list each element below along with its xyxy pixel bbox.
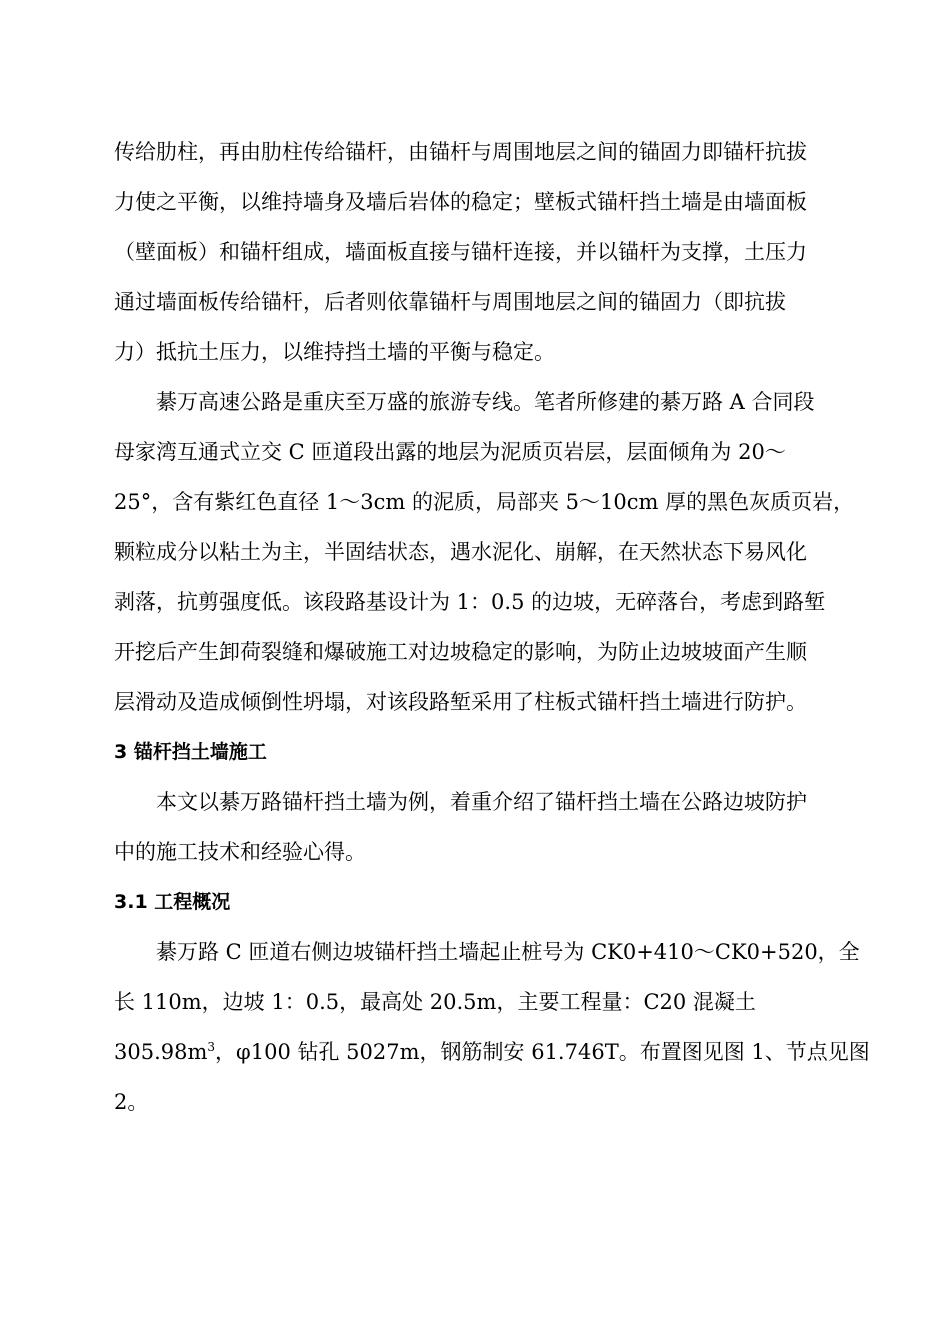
- paragraph-text: ，φ100 钻孔 5027m，钢筋制安 61.746T。布置图见图 1、节点见图: [215, 1040, 870, 1064]
- paragraph-line: 中的施工技术和经验心得。: [114, 840, 366, 864]
- document-page: [114, 127, 870, 1127]
- paragraph-4: [114, 927, 870, 1127]
- paragraph-line: 綦万高速公路是重庆至万盛的旅游专线。笔者所修建的綦万路 A 合同段: [156, 390, 815, 414]
- paragraph-line: 母家湾互通式立交 C 匝道段出露的地层为泥质页岩层，层面倾角为 20～: [114, 440, 786, 464]
- paragraph-line: 通过墙面板传给锚杆，后者则依靠锚杆与周围地层之间的锚固力（即抗拔: [114, 290, 786, 314]
- section-heading-3-1: 3.1 工程概况: [114, 891, 231, 913]
- paragraph-1: [114, 127, 856, 377]
- paragraph-line: 2。: [114, 1090, 149, 1114]
- paragraph-line: 层滑动及造成倾倒性坍塌，对该段路堑采用了柱板式锚杆挡土墙进行防护。: [114, 690, 807, 714]
- paragraph-line: 本文以綦万路锚杆挡土墙为例，着重介绍了锚杆挡土墙在公路边坡防护: [156, 790, 807, 814]
- paragraph-line: 开挖后产生卸荷裂缝和爆破施工对边坡稳定的影响，为防止边坡坡面产生顺: [114, 640, 807, 664]
- paragraph-2: [114, 377, 856, 727]
- paragraph-line: 长 110m，边坡 1：0.5，最高处 20.5m，主要工程量：C20 混凝土: [114, 990, 756, 1014]
- paragraph-line: 剥落，抗剪强度低。该段路基设计为 1：0.5 的边坡，无碎落台，考虑到路堑: [114, 590, 826, 614]
- paragraph-line-with-superscript: [114, 1027, 870, 1077]
- paragraph-line: 颗粒成分以粘土为主，半固结状态，遇水泥化、崩解，在天然状态下易风化: [114, 540, 807, 564]
- paragraph-line: 力使之平衡，以维持墙身及墙后岩体的稳定；壁板式锚杆挡土墙是由墙面板: [114, 190, 807, 214]
- superscript-exponent: 3: [207, 1040, 216, 1054]
- paragraph-3: [114, 777, 856, 877]
- paragraph-line: 25°，含有紫红色直径 1～3cm 的泥质，局部夹 5～10cm 厚的黑色灰质页岩，: [114, 490, 855, 514]
- section-heading-3: 3 锚杆挡土墙施工: [114, 741, 267, 763]
- paragraph-line: 力）抵抗土压力，以维持挡土墙的平衡与稳定。: [114, 340, 555, 364]
- paragraph-line: （壁面板）和锚杆组成，墙面板直接与锚杆连接，并以锚杆为支撑，土压力: [114, 240, 807, 264]
- quantity-volume: 305.98m: [114, 1040, 208, 1064]
- paragraph-line: 綦万路 C 匝道右侧边坡锚杆挡土墙起止桩号为 CK0+410～CK0+520，全: [156, 940, 860, 964]
- paragraph-line: 传给肋柱，再由肋柱传给锚杆，由锚杆与周围地层之间的锚固力即锚杆抗拔: [114, 140, 807, 164]
